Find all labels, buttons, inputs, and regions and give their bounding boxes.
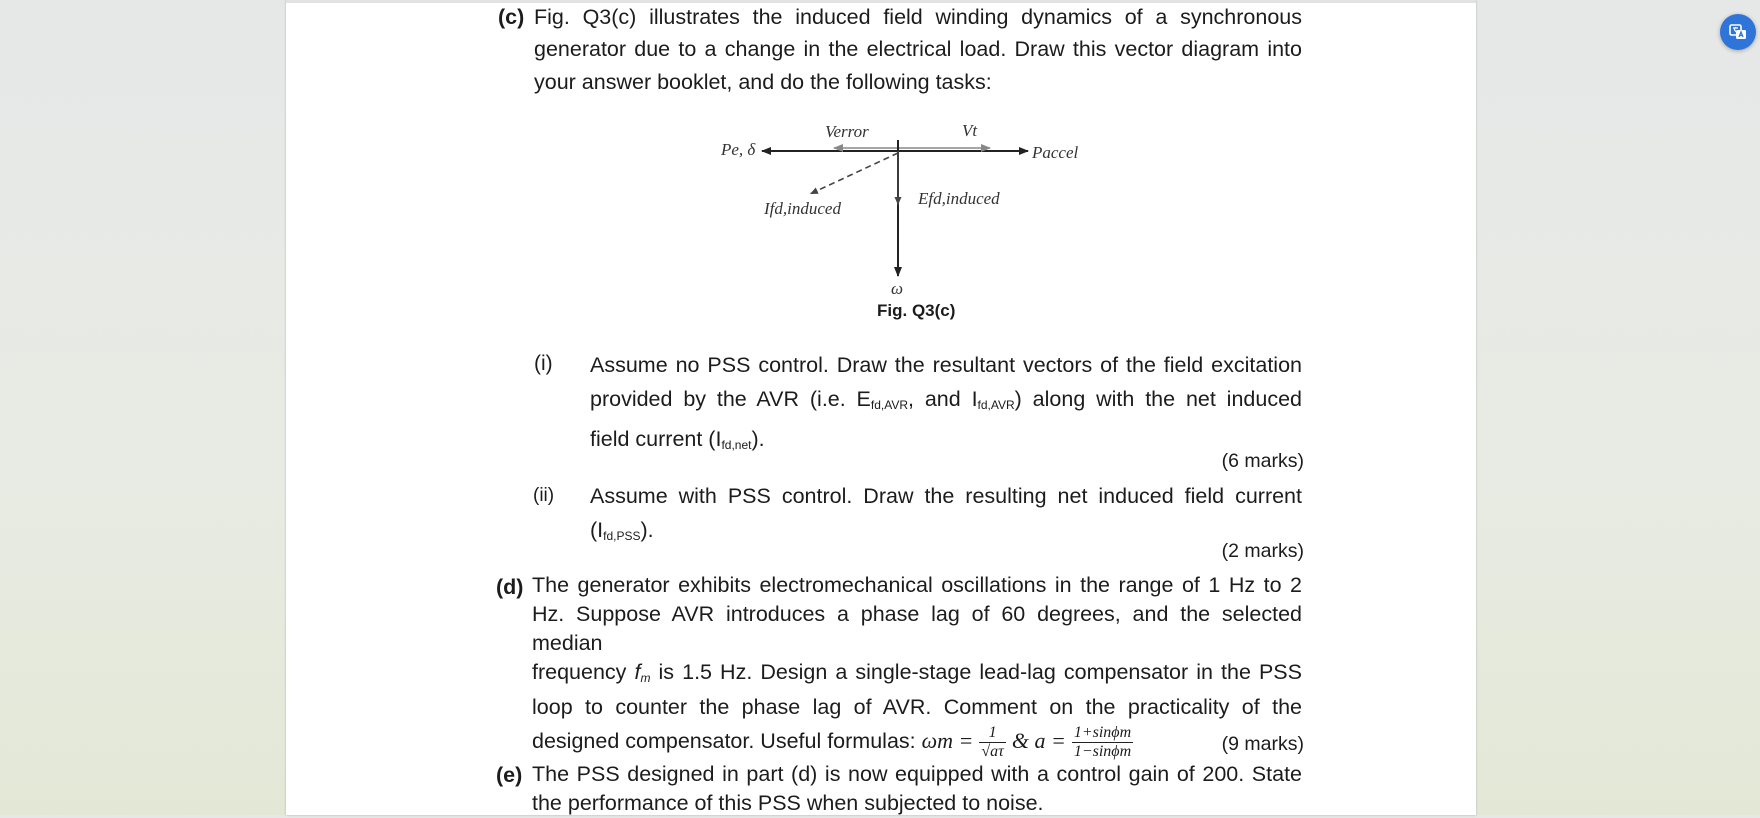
figure-caption: Fig. Q3(c) [877,301,956,320]
label-e-fd-induced: Efd,induced [918,189,1000,208]
label-i-fd-induced: Ifd,induced [764,199,841,218]
fraction-1-denominator: √aτ [981,743,1004,760]
part-c-line-3: your answer booklet, and do the following tasks: [534,70,992,94]
symbol-f-sub-m: m [640,671,651,685]
formula-a-equals: & a = [1011,728,1066,754]
task-i-line-2 [590,382,1302,422]
part-c-line-1: Fig. Q3(c) illustrates the induced field winding dynamics of a synchronous [534,5,1302,29]
label-v-t: Vt [962,121,978,140]
task-i-sub-i-fd-net: fd,net [721,438,752,452]
document-page [286,0,1476,815]
part-d-marks: (9 marks) [1221,733,1304,755]
task-i-numeral: (i) [534,352,553,375]
task-i-line-2-a: provided by the AVR (i.e. E [590,387,871,411]
task-ii-line-2 [590,513,1302,553]
task-i-line-3-b: ). [751,427,765,451]
label-pe-delta: Pe, δ [721,140,756,159]
fraction-1-numerator: 1 [979,724,1006,743]
fraction-2-numerator: 1+sinϕm [1073,724,1132,741]
part-e-label: (e) [496,763,523,787]
task-ii-line-2-b: ). [640,518,654,542]
part-d-line-5 [532,724,1302,761]
part-d-line-5-text: designed compensator. Useful formulas: [532,729,922,754]
part-e-line-2: the performance of this PSS when subjected to noise. [532,791,1044,815]
label-p-accel: Paccel [1032,143,1079,162]
part-e-line-1: The PSS designed in part (d) is now equipped with a control gain of 200. State [532,762,1302,786]
task-ii-sub-i-fd-pss: fd,PSS [603,529,641,543]
task-i-line-3-a: field current (I [590,427,722,451]
vector-diagram [286,0,1476,330]
task-i-text [590,348,1302,462]
translate-fab-button[interactable] [1720,14,1756,50]
part-d-line-3-a: frequency [532,660,635,684]
task-ii-text [590,479,1302,553]
task-ii-marks: (2 marks) [1221,540,1304,562]
i-fd-induced-vector [810,153,898,194]
part-d-line-3-b: is 1.5 Hz. Design a single-stage lead-lag compensator in the PSS [650,660,1302,684]
task-i-marks: (6 marks) [1221,450,1304,472]
part-d-text [532,571,1302,761]
task-i-line-2-c: ) along with the net induced [1014,387,1302,411]
label-v-error: Verror [825,122,869,141]
part-c-line-2: generator due to a change in the electrical load. Draw this vector diagram into [534,37,1302,61]
part-e-text [532,760,1302,818]
part-d-line-3 [532,658,1302,693]
part-d-line-4: loop to counter the phase lag of AVR. Comment on the practicality of the [532,695,1302,719]
task-i-line-2-b: , and I [908,387,978,411]
translate-icon [1728,22,1748,42]
fraction-2-denominator: 1−sinϕm [1073,743,1132,760]
formula-fraction-2 [1072,724,1133,761]
part-c-label: (c) [498,5,525,29]
task-i-sub-i-fd-avr: fd,AVR [977,398,1015,412]
task-ii-line-2-a: (I [590,518,604,542]
part-d-label: (d) [496,575,524,599]
part-d-line-2: Hz. Suppose AVR introduces a phase lag of 60 degrees, and the selected median [532,602,1302,655]
formula-fraction-1 [979,724,1006,761]
part-d-line-1: The generator exhibits electromechanical oscillations in the range of 1 Hz to 2 [532,573,1302,597]
label-omega: ω [891,279,904,298]
task-i-line-3 [590,422,1302,462]
task-i-sub-e-fd-avr: fd,AVR [870,398,909,412]
task-ii-line-1: Assume with PSS control. Draw the resulting net induced field current [590,484,1302,508]
task-ii-numeral: (ii) [533,485,555,506]
symbol-f: f [634,660,641,684]
task-i-line-1: Assume no PSS control. Draw the resultant vectors of the field excitation [590,353,1302,377]
formula-omega-m: ωm = [921,728,974,754]
